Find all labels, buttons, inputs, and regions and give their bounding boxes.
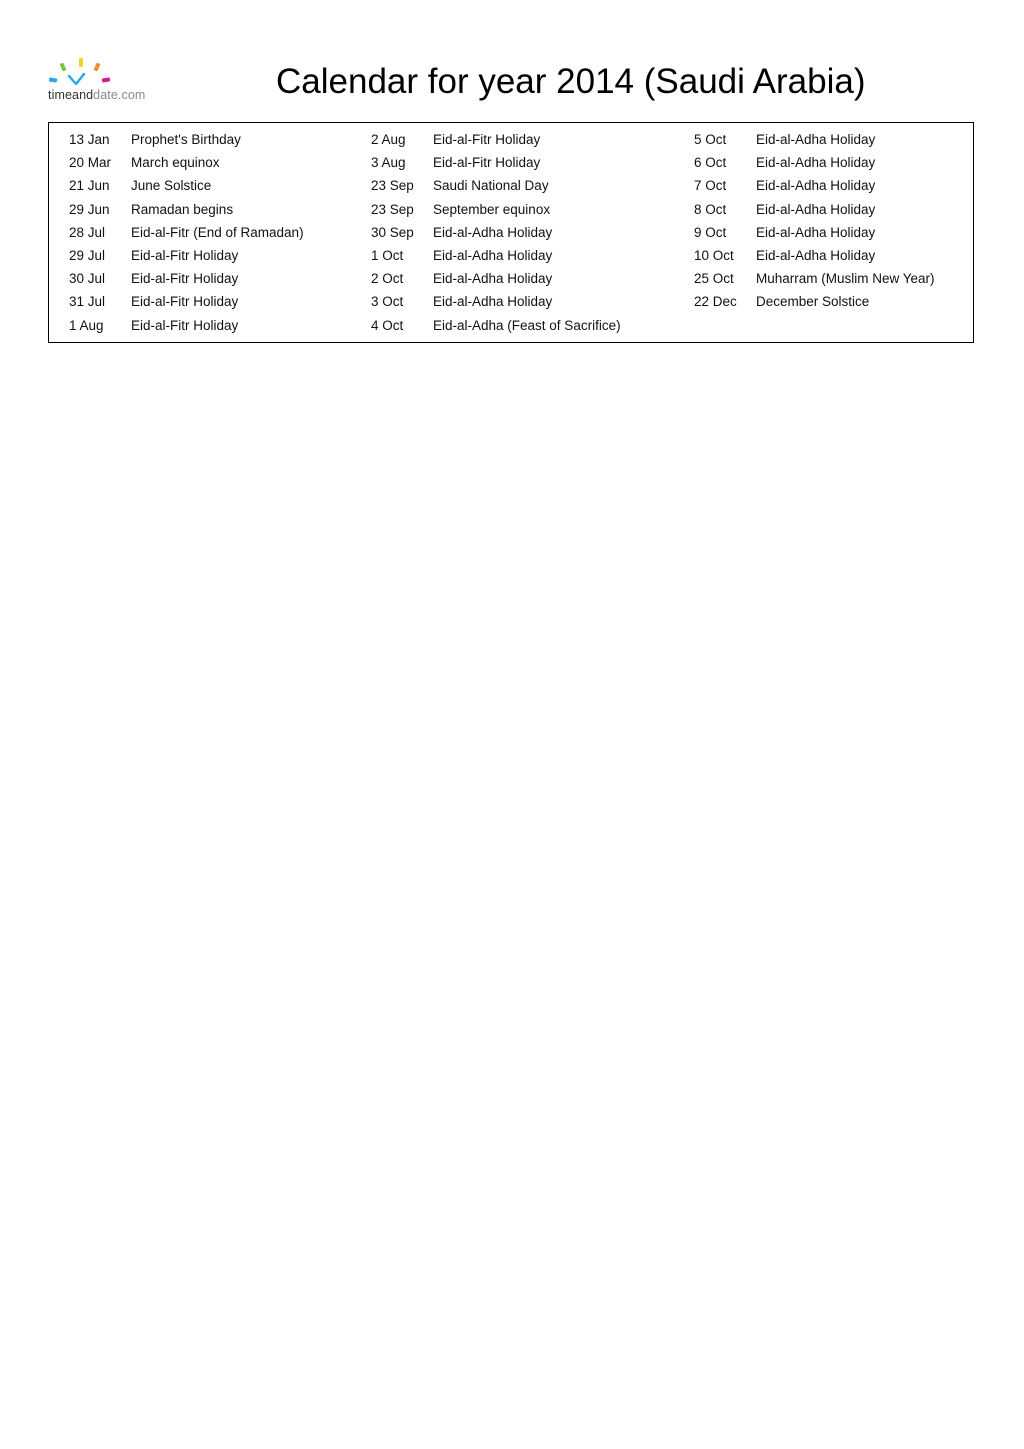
holiday-date: 20 Mar xyxy=(69,155,112,171)
holiday-name: Eid-al-Adha Holiday xyxy=(756,155,876,171)
holiday-date: 31 Jul xyxy=(69,294,106,310)
holiday-name: Eid-al-Adha Holiday xyxy=(756,247,876,263)
holiday-name: Eid-al-Adha Holiday xyxy=(433,271,553,287)
logo-ray-green xyxy=(59,63,66,72)
holiday-name: Eid-al-Fitr (End of Ramadan) xyxy=(131,224,304,240)
logo-ray-orange xyxy=(93,63,100,72)
holiday-date: 23 Sep xyxy=(371,178,414,194)
holiday-name: Prophet's Birthday xyxy=(131,132,241,147)
holiday-name: Eid-al-Fitr Holiday xyxy=(131,294,239,310)
logo-sun-icon xyxy=(46,56,116,90)
holiday-date: 2 Aug xyxy=(371,132,406,147)
holiday-name: December Solstice xyxy=(756,294,870,310)
holiday-date: 1 Aug xyxy=(69,317,104,333)
holiday-date: 5 Oct xyxy=(694,132,727,147)
holiday-date: 25 Oct xyxy=(694,271,734,287)
holiday-date: 29 Jul xyxy=(69,247,106,263)
timeanddate-logo xyxy=(46,56,156,106)
holiday-name: Eid-al-Adha Holiday xyxy=(756,224,876,240)
holiday-name: Ramadan begins xyxy=(131,201,234,217)
holiday-name: Eid-al-Adha (Feast of Sacrifice) xyxy=(433,317,621,333)
holiday-name: Eid-al-Adha Holiday xyxy=(433,247,553,263)
holiday-date: 13 Jan xyxy=(69,132,110,147)
logo-wordmark-a: timeand xyxy=(48,88,94,102)
holiday-name: September equinox xyxy=(433,201,551,217)
holiday-date: 2 Oct xyxy=(371,271,404,287)
holiday-date: 22 Dec xyxy=(694,294,737,310)
holiday-name: Eid-al-Fitr Holiday xyxy=(131,247,239,263)
holiday-name: Eid-al-Fitr Holiday xyxy=(131,271,239,287)
holiday-date: 6 Oct xyxy=(694,155,727,171)
holiday-date: 30 Jul xyxy=(69,271,106,287)
holiday-name: Eid-al-Adha Holiday xyxy=(433,294,553,310)
holiday-date: 30 Sep xyxy=(371,224,414,240)
holiday-date: 4 Oct xyxy=(371,317,404,333)
holiday-name: Eid-al-Adha Holiday xyxy=(756,132,876,147)
holiday-name: Eid-al-Adha Holiday xyxy=(433,224,553,240)
holiday-name: Saudi National Day xyxy=(433,178,549,194)
holiday-date: 23 Sep xyxy=(371,201,414,217)
logo-wordmark xyxy=(48,88,145,102)
holiday-date: 3 Aug xyxy=(371,155,406,171)
holiday-name: Eid-al-Fitr Holiday xyxy=(433,155,541,171)
holiday-name: Eid-al-Fitr Holiday xyxy=(433,132,541,147)
holiday-date: 8 Oct xyxy=(694,201,727,217)
holiday-name: March equinox xyxy=(131,155,220,171)
holiday-name: Eid-al-Fitr Holiday xyxy=(131,317,239,333)
holiday-date: 3 Oct xyxy=(371,294,404,310)
holiday-date: 28 Jul xyxy=(69,224,106,240)
logo-wordmark-b: date.com xyxy=(93,88,146,102)
holiday-name: June Solstice xyxy=(131,178,212,194)
holiday-list xyxy=(48,122,974,343)
holiday-name: Eid-al-Adha Holiday xyxy=(756,201,876,217)
holiday-date: 10 Oct xyxy=(694,247,734,263)
logo-ray-blue xyxy=(49,77,58,82)
logo-ray-yellow xyxy=(79,58,83,67)
page-title: Calendar for year 2014 (Saudi Arabia) xyxy=(276,62,866,101)
holiday-date: 21 Jun xyxy=(69,178,110,194)
holiday-date: 1 Oct xyxy=(371,247,404,263)
holiday-date: 29 Jun xyxy=(69,201,110,217)
holiday-name: Muharram (Muslim New Year) xyxy=(756,271,935,287)
holiday-date: 7 Oct xyxy=(694,178,727,194)
logo-check-mark xyxy=(69,74,84,84)
holiday-name: Eid-al-Adha Holiday xyxy=(756,178,876,194)
logo-ray-magenta xyxy=(102,77,111,82)
holiday-date: 9 Oct xyxy=(694,224,727,240)
